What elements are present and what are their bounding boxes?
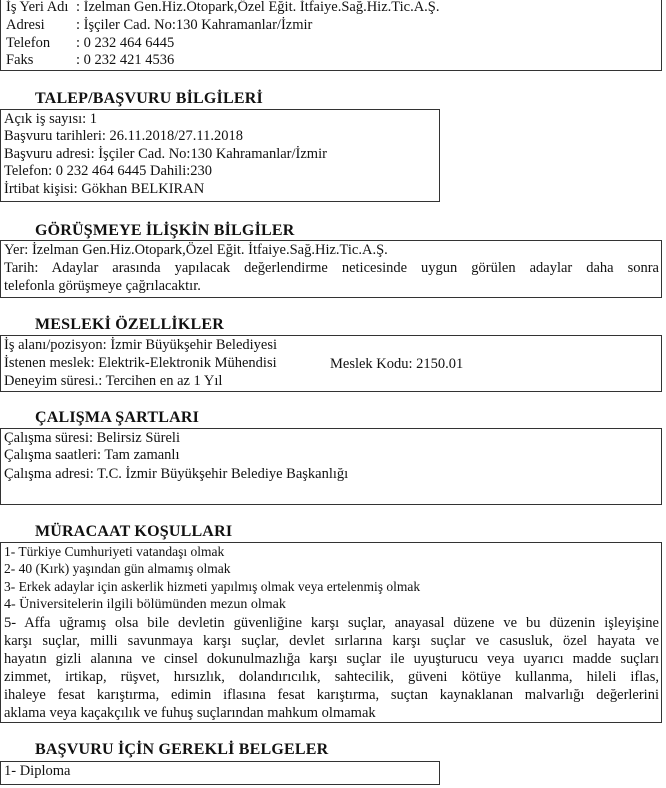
- employer-fax-value: : 0 232 421 4536: [76, 52, 175, 68]
- conditions-address: Çalışma adresi: T.C. İzmir Büyükşehir Belediye Başkanlığı: [4, 466, 349, 482]
- employer-fax-row: [6, 52, 174, 69]
- interview-date-line2: telefonla görüşmeye çağrılacaktır.: [4, 278, 201, 294]
- documents-box: [0, 761, 440, 785]
- profession-experience: Deneyim süresi.: Tercihen en az 1 Yıl: [4, 373, 223, 389]
- employer-phone-label: Telefon: [6, 35, 51, 51]
- employer-phone-row: [6, 35, 174, 52]
- interview-place: Yer: İzelman Gen.Hiz.Otopark,Özel Eğit. İtfaiye.Sağ.Hiz.Tic.A.Ş.: [4, 242, 388, 258]
- employer-name-row: [6, 0, 439, 16]
- employer-fax-label: Faks: [6, 52, 34, 68]
- interview-heading: GÖRÜŞMEYE İLİŞKİN BİLGİLER: [35, 222, 295, 239]
- application-phone: Telefon: 0 232 464 6445 Dahili:230: [4, 163, 212, 179]
- application-dates: Başvuru tarihleri: 26.11.2018/27.11.2018: [4, 128, 243, 144]
- employer-phone-value: : 0 232 464 6445: [76, 35, 175, 51]
- requirement-item-2: 2- 40 (Kırk) yaşından gün almamış olmak: [4, 561, 231, 576]
- interview-box: [0, 240, 662, 298]
- conditions-heading: ÇALIŞMA ŞARTLARI: [35, 409, 200, 426]
- employer-address-row: [6, 17, 312, 34]
- requirement-item-5-line5: ihaleye fesat karıştırma, edimin iflasına fesat karıştırma, suçtan kaynaklanan malvarlığı değerlerini: [4, 687, 659, 703]
- profession-heading: MESLEKİ ÖZELLİKLER: [35, 316, 224, 333]
- application-contact: İrtibat kişisi: Gökhan BELKIRAN: [4, 181, 205, 197]
- requirements-heading: MÜRACAAT KOŞULLARI: [35, 523, 233, 540]
- interview-date-line1: Tarih: Adaylar arasında yapılacak değerlendirme neticesinde uygun görülen adaylar daha sonra: [4, 260, 659, 276]
- document-item-1: 1- Diploma: [4, 763, 71, 779]
- application-heading: TALEP/BAŞVURU BİLGİLERİ: [35, 90, 263, 107]
- requirement-item-1: 1- Türkiye Cumhuriyeti vatandaşı olmak: [4, 544, 225, 559]
- requirement-item-5-line6: aklama veya kaçakçılık ve fuhuş suçlarından mahkum olmamak: [4, 705, 376, 721]
- profession-wanted: İstenen meslek: Elektrik-Elektronik Mühendisi: [4, 355, 277, 371]
- application-address: Başvuru adresi: İşçiler Cad. No:130 Kahramanlar/İzmir: [4, 146, 327, 162]
- conditions-duration: Çalışma süresi: Belirsiz Süreli: [4, 430, 180, 446]
- requirement-item-5-line4: zimmet, irtikap, rüşvet, hırsızlık, dolandırıcılık, sahtecilik, güveni kötüye kullanma, hileli iflas,: [4, 669, 659, 685]
- profession-field: İş alanı/pozisyon: İzmir Büyükşehir Belediyesi: [4, 337, 278, 353]
- employer-name-label: İş Yeri Adı: [6, 0, 69, 15]
- requirement-item-5-line2: karşı suçlar, milli savunmaya karşı suçlar, devlet sırlarına karşı suçlar ve casusluk, özel hayata ve: [4, 633, 659, 649]
- requirement-item-5-line3: hayatın gizli alanına ve cinsel dokunulmazlığa karşı suçlar ile uyuşturucu veya uyarıcı madde suçları: [4, 651, 659, 667]
- employer-name-value: : İzelman Gen.Hiz.Otopark,Özel Eğit. İtfaiye.Sağ.Hiz.Tic.A.Ş.: [76, 0, 440, 15]
- employer-address-label: Adresi: [6, 17, 45, 33]
- application-open-jobs: Açık iş sayısı: 1: [4, 111, 98, 127]
- application-box: [0, 109, 440, 202]
- profession-code: Meslek Kodu: 2150.01: [330, 356, 464, 372]
- requirement-item-3: 3- Erkek adaylar için askerlik hizmeti yapılmış olmak veya ertelenmiş olmak: [4, 579, 421, 594]
- employer-info-box: [0, 0, 662, 71]
- conditions-box: [0, 428, 662, 505]
- profession-box: [0, 335, 662, 392]
- requirements-box: [0, 542, 662, 723]
- requirement-item-4: 4- Üniversitelerin ilgili bölümünden mezun olmak: [4, 597, 286, 612]
- requirement-item-5-line1: 5- Affa uğramış olsa bile devletin güvenliğine karşı suçlar, anayasal düzene ve bu düzenin işleyişine: [4, 615, 659, 631]
- employer-address-value: : İşçiler Cad. No:130 Kahramanlar/İzmir: [76, 17, 313, 33]
- documents-heading: BAŞVURU İÇİN GEREKLİ BELGELER: [35, 741, 329, 758]
- conditions-hours: Çalışma saatleri: Tam zamanlı: [4, 447, 180, 463]
